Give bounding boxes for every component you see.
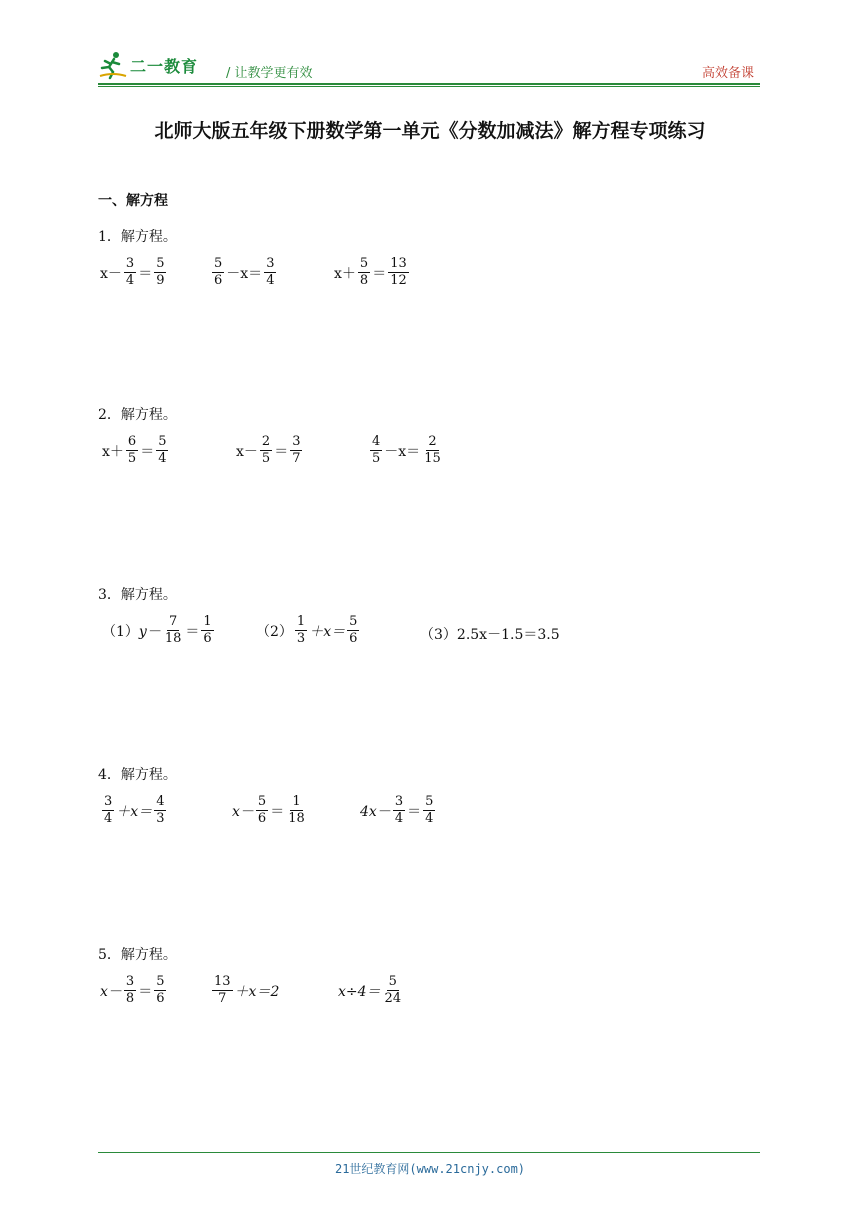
- equation: $\frac{4}{5}$ －x＝ $\frac{2}{15}$: [372, 434, 441, 466]
- header-slogan: / 让教学更有效: [226, 66, 313, 81]
- fraction: $\frac{1}{3}$: [296, 614, 306, 646]
- fraction: $\frac{5}{4}$: [158, 434, 167, 466]
- fraction: $\frac{1}{6}$: [203, 614, 212, 646]
- question-label: 3．解方程。: [98, 587, 177, 603]
- equation: $\frac{3}{4}$ ＋x＝ $\frac{4}{3}$: [104, 794, 165, 826]
- question-label: 1．解方程。: [98, 229, 177, 245]
- fraction: $\frac{7}{18}$: [164, 614, 182, 646]
- equation: $\frac{13}{7}$ ＋x＝2: [214, 974, 280, 1006]
- fraction: $\frac{5}{6}$: [257, 794, 267, 826]
- fraction: $\frac{5}{8}$: [359, 256, 369, 288]
- equation: x－ $\frac{5}{6}$ ＝ $\frac{1}{18}$: [232, 794, 305, 826]
- header-divider-thin: [98, 86, 760, 87]
- fraction: $\frac{4}{5}$: [372, 434, 381, 466]
- fraction: $\frac{5}{6}$: [156, 974, 165, 1006]
- equation: x－ $\frac{2}{5}$ ＝ $\frac{3}{7}$: [236, 434, 301, 466]
- fraction: $\frac{5}{9}$: [156, 256, 165, 288]
- header-divider: [98, 83, 760, 85]
- page-header: [98, 50, 760, 82]
- fraction: $\frac{5}{24}$: [384, 974, 402, 1006]
- equation: x÷4＝ $\frac{5}{24}$: [338, 974, 402, 1006]
- fraction: $\frac{5}{6}$: [214, 256, 223, 288]
- section-heading: 一、解方程: [98, 193, 168, 209]
- fraction: $\frac{1}{18}$: [288, 794, 305, 826]
- page-title: 北师大版五年级下册数学第一单元《分数加减法》解方程专项练习: [154, 120, 706, 142]
- footer-divider: [98, 1152, 760, 1153]
- fraction: $\frac{3}{4}$: [266, 256, 275, 288]
- fraction: $\frac{3}{7}$: [292, 434, 301, 466]
- fraction: $\frac{5}{6}$: [349, 614, 358, 646]
- logo-text: 二一教育: [130, 57, 199, 76]
- equation: （1） y－ $\frac{7}{18}$ ＝ $\frac{1}{6}$: [102, 614, 212, 646]
- footer-source: 21世纪教育网(www.21cnjy.com): [334, 1162, 526, 1176]
- equation: $\frac{5}{6}$ －x＝ $\frac{3}{4}$: [214, 256, 275, 288]
- equation: 4x－ $\frac{3}{4}$ ＝ $\frac{5}{4}$: [360, 794, 434, 826]
- fraction: $\frac{3}{8}$: [125, 974, 135, 1006]
- equation: x＋ $\frac{5}{8}$ ＝ $\frac{13}{12}$: [334, 256, 407, 288]
- fraction: $\frac{3}{4}$: [394, 794, 404, 826]
- equation: x－ $\frac{3}{8}$ ＝ $\frac{5}{6}$: [100, 974, 165, 1006]
- question-label: 5．解方程。: [98, 947, 177, 963]
- equation: （3） 2.5x－1.5＝3.5: [420, 627, 560, 643]
- fraction: $\frac{2}{15}$: [424, 434, 441, 466]
- fraction: $\frac{2}{5}$: [261, 434, 271, 466]
- fraction: $\frac{6}{5}$: [127, 434, 137, 466]
- runner-logo-icon: [98, 50, 128, 80]
- fraction: $\frac{3}{4}$: [125, 256, 135, 288]
- logo: [98, 50, 218, 82]
- fraction: $\frac{3}{4}$: [104, 794, 113, 826]
- question-label: 2．解方程。: [98, 407, 177, 423]
- equation: x－ $\frac{3}{4}$ ＝ $\frac{5}{9}$: [100, 256, 165, 288]
- equation: x＋ $\frac{6}{5}$ ＝ $\frac{5}{4}$: [102, 434, 167, 466]
- header-tagline: 高效备课: [701, 66, 754, 81]
- question-label: 4．解方程。: [98, 767, 177, 783]
- fraction: $\frac{5}{4}$: [425, 794, 434, 826]
- fraction: $\frac{13}{12}$: [390, 256, 407, 288]
- equation: （2） $\frac{1}{3}$ ＋x＝ $\frac{5}{6}$: [256, 614, 358, 646]
- fraction: $\frac{4}{3}$: [156, 794, 165, 826]
- fraction: $\frac{13}{7}$: [214, 974, 231, 1006]
